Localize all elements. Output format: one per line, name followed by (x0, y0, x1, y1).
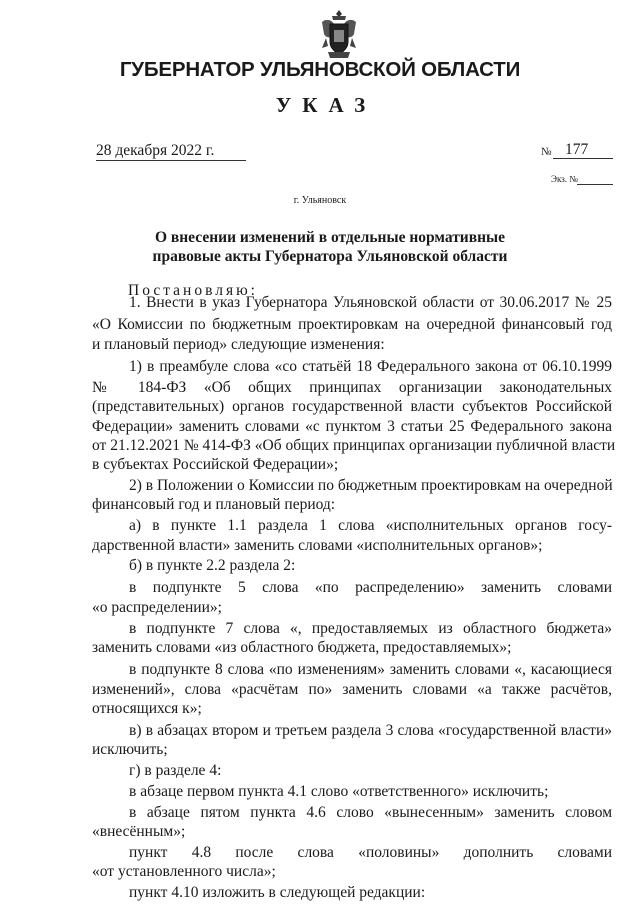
subject-line: О внесении изменений в отдельные нормативные (154, 229, 506, 246)
copy-number-label: Экз. № (551, 174, 578, 184)
body-line: исключить; (92, 741, 168, 758)
document-type: УКАЗ (275, 93, 377, 117)
document-number: 177 (565, 141, 589, 158)
body-line: в субъектах Российской Федерации»; (92, 456, 339, 473)
body-line: заменить словами «из областного бюджета, предоставляемых»; (92, 639, 512, 656)
body-line: в) в абзацах втором и третьем раздела 3 слова «государственной власти» (129, 722, 612, 739)
document-date: 28 декабря 2022 г. (96, 142, 215, 159)
body-line: в подпункте 8 слова «по изменениям» заменить словами «, касающиеся (129, 661, 612, 678)
body-line: дарственной власти» заменить словами «исполнительных органов»; (92, 537, 543, 554)
city: г. Ульяновск (293, 195, 347, 206)
body-line: 1) в преамбуле слова «со статьёй 18 Федерального закона от 06.10.1999 (129, 358, 612, 375)
number-underline (553, 158, 613, 159)
body-line: г) в разделе 4: (129, 762, 222, 779)
coat-of-arms-icon (318, 8, 360, 60)
number-label: № (541, 146, 552, 158)
body-line: изменений», слова «расчётам по» заменить словами «а также расчётов, (92, 681, 612, 698)
body-line: в абзаце первом пункта 4.1 слово «ответственного» исключить; (129, 783, 549, 800)
body-line: 1. Внести в указ Губернатора Ульяновской области от 30.06.2017 № 25 (129, 294, 612, 311)
body-line: № 184-ФЗ «Об общих принципах организации законодательных (92, 379, 612, 396)
body-line: относящихся к»; (92, 700, 202, 717)
body-line: и плановый период» следующие изменения: (92, 336, 385, 353)
body-line: «О Комиссии по бюджетным проектировкам на очередной финансовый год (92, 316, 612, 333)
body-line: в подпункте 5 слова «по распределению» заменить словами (129, 579, 612, 596)
subject-line: правовые акты Губернатора Ульяновской области (152, 248, 508, 265)
issuer-title: ГУБЕРНАТОР УЛЬЯНОВСКОЙ ОБЛАСТИ (119, 58, 521, 81)
body-line: «внесённым»; (92, 823, 186, 840)
body-line: а) в пункте 1.1 раздела 1 слова «исполнительных органов госу- (129, 517, 612, 534)
body-line: Федерации» заменить словами «с пунктом 3 статьи 25 Федерального закона (92, 418, 612, 435)
body-line: пункт 4.10 изложить в следующей редакции: (129, 884, 426, 901)
decree-word: Постановляю: (128, 282, 258, 299)
body-line: в абзаце пятом пункта 4.6 слово «вынесенным» заменить словом (129, 804, 612, 821)
body-line: пункт 4.8 после слова «половины» дополнить словами (129, 844, 612, 861)
document-subject (120, 228, 540, 266)
body-line: в подпункте 7 слова «, предоставляемых из областного бюджета» (129, 620, 612, 637)
body-line: (представительных) органов государственной власти субъектов Российской (92, 398, 612, 415)
body-line: 2) в Положении о Комиссии по бюджетным проектировкам на очередной (129, 477, 613, 494)
date-underline (96, 160, 246, 161)
copy-number-underline (577, 184, 613, 185)
body-line: «о распределении»; (92, 599, 222, 616)
body-line: «от установленного числа»; (92, 863, 276, 880)
body-line: б) в пункте 2.2 раздела 2: (129, 557, 296, 574)
body-line: от 21.12.2021 № 414-ФЗ «Об общих принципах организации публичной власти (92, 437, 616, 454)
body-line: финансовый год и плановый период: (92, 496, 336, 513)
